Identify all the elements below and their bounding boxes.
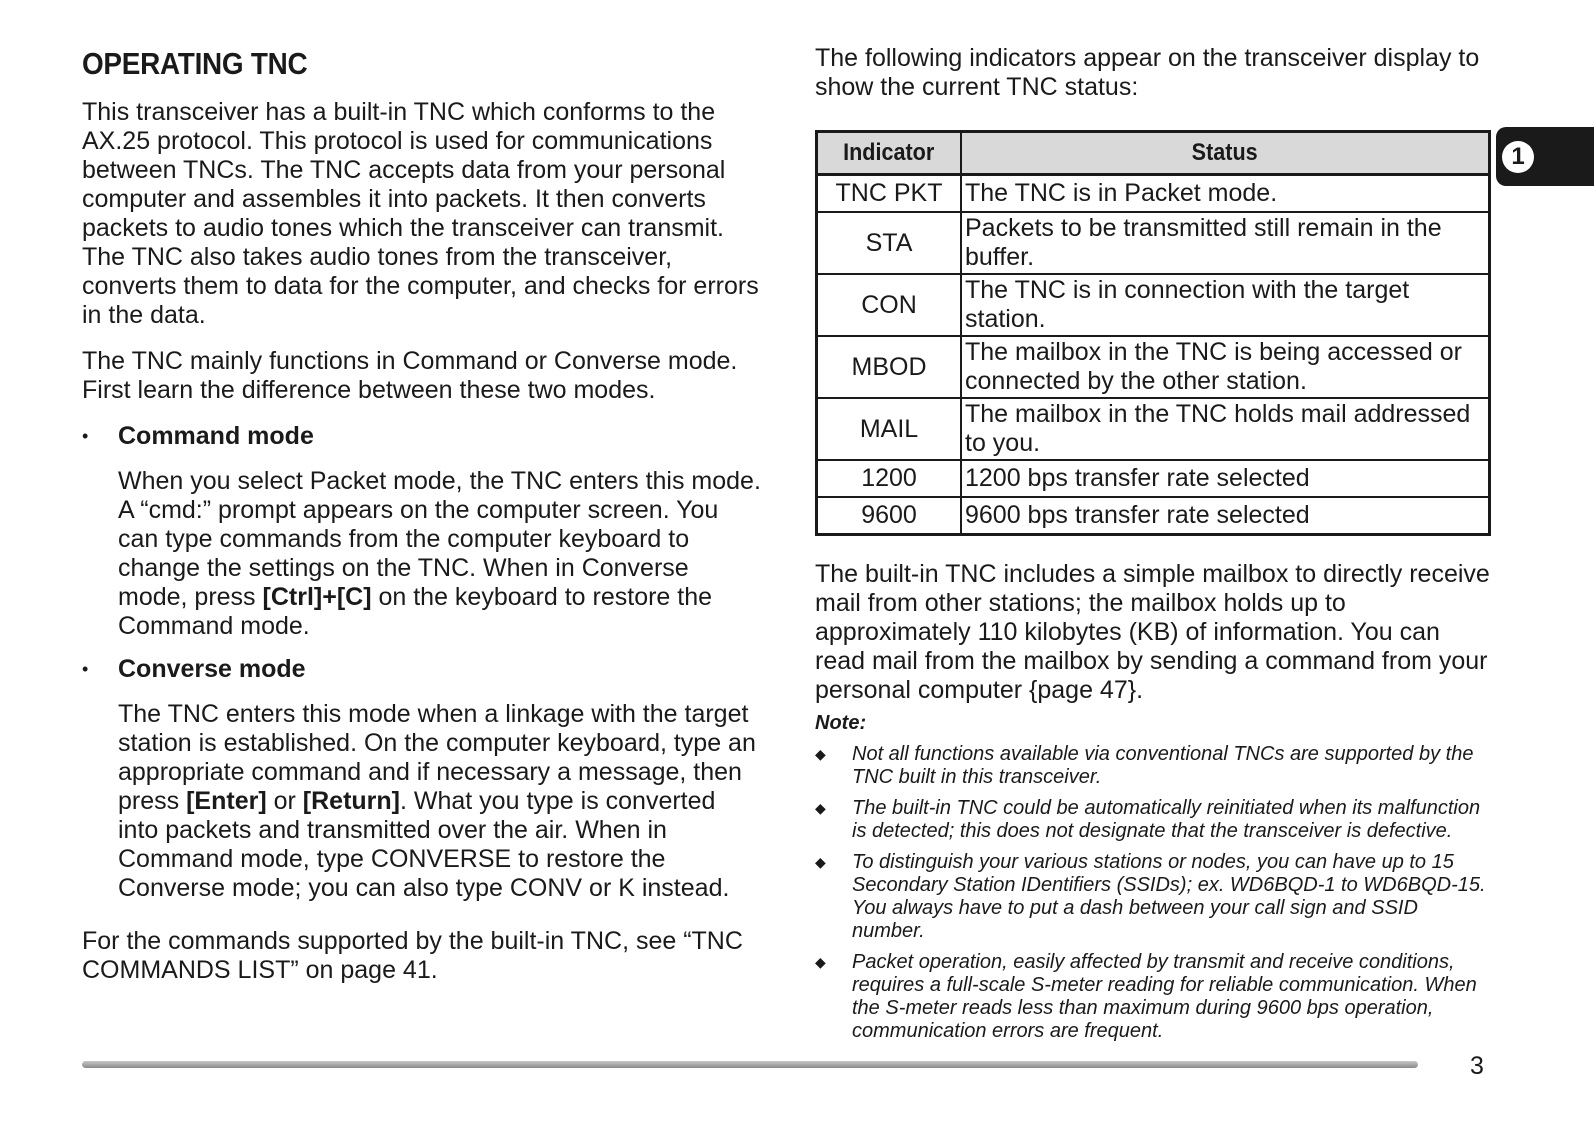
note-item: ◆ Not all functions available via conventional TNCs are supported by the TNC built in this transceiver. [815, 743, 1474, 788]
note-item: ◆ Packet operation, easily affected by transmit and receive conditions, requires a full-scale S-meter reading for reliable communication. When the S-meter reads less than maximum during 9600 bps operation, communication errors are frequent. [815, 951, 1477, 1042]
status-cell: The mailbox in the TNC is being accessed or connected by the other station. [961, 336, 1490, 398]
header-status: Status [961, 132, 1490, 175]
intro-paragraph: This transceiver has a built-in TNC which conforms to the AX.25 protocol. This protocol is used for communications between TNCs. The TNC accepts data from your personal computer and assembles it into packets. It then converts packets to audio tones which the transceiver can transmit. The TNC also takes audio tones from the transceiver, converts them to data for the computer, and checks for errors in the data. [82, 98, 759, 329]
table-row [817, 175, 1490, 213]
indicator-cell: STA [817, 212, 962, 274]
chapter-tab [1496, 127, 1594, 186]
note-item: ◆ To distinguish your various stations or nodes, you can have up to 15 Secondary Station IDentifiers (SSIDs); ex. WD6BQD-1 to WD6BQD-15. You always have to put a dash between your call sign and SSID number. [815, 851, 1486, 942]
table-row [817, 336, 1490, 398]
indicator-cell: CON [817, 274, 962, 336]
status-cell: 9600 bps transfer rate selected [961, 497, 1490, 535]
ctrl-c-key: [Ctrl]+[C] [262, 583, 372, 611]
indicator-cell: 9600 [817, 497, 962, 535]
indicator-cell: MBOD [817, 336, 962, 398]
table-row [817, 398, 1490, 460]
status-cell: The mailbox in the TNC holds mail addressed to you. [961, 398, 1490, 460]
modes-intro-paragraph: The TNC mainly functions in Command or Converse mode. First learn the difference between these two modes. [82, 347, 738, 404]
return-key: [Return] [302, 787, 400, 815]
table-header-row [817, 132, 1490, 175]
page-number: 3 [1470, 1052, 1484, 1080]
diamond-bullet-icon: ◆ [815, 954, 826, 970]
table-row [817, 497, 1490, 535]
mailbox-paragraph: The built-in TNC includes a simple mailbox to directly receive mail from other stations; the mailbox holds up to approximately 110 kilobytes (KB) of information. You can read mail from the mailbox by sending a command from your personal computer {page 47}. [815, 560, 1490, 704]
table-row [817, 274, 1490, 336]
table-row [817, 460, 1490, 497]
left-column [82, 46, 762, 1002]
status-cell: The TNC is in Packet mode. [961, 175, 1490, 213]
header-indicator: Indicator [817, 132, 962, 175]
bullet-icon: • [82, 659, 89, 679]
enter-key: [Enter] [186, 787, 267, 815]
status-cell: The TNC is in connection with the target station. [961, 274, 1490, 336]
table-row [817, 212, 1490, 274]
commands-reference-paragraph: For the commands supported by the built-in TNC, see “TNC COMMANDS LIST” on page 41. [82, 927, 743, 984]
diamond-bullet-icon: ◆ [815, 746, 826, 762]
diamond-bullet-icon: ◆ [815, 800, 826, 816]
indicator-cell: 1200 [817, 460, 962, 497]
indicator-cell: MAIL [817, 398, 962, 460]
footer-rule [82, 1061, 1418, 1068]
chapter-number-badge: 1 [1502, 141, 1534, 173]
converse-mode-text: The TNC enters this mode when a linkage with the target station is established. On the computer keyboard, type an appropriate command and if necessary a message, then press [Enter] or [Return]. What you type is converted into packets and transmitted over the air. When in Command mode, type CONVERSE to restore the Converse mode; you can also type CONV or K instead. [118, 700, 756, 902]
converse-mode-item [82, 655, 762, 903]
status-cell: Packets to be transmitted still remain in the buffer. [961, 212, 1490, 274]
command-mode-title: Command mode [118, 422, 314, 450]
command-mode-text: When you select Packet mode, the TNC enters this mode. A “cmd:” prompt appears on the computer screen. You can type commands from the computer keyboard to change the settings on the TNC. When in Converse mode, press [Ctrl]+[C] on the keyboard to restore the Command mode. [118, 467, 761, 640]
note-item: ◆ The built-in TNC could be automatically reinitiated when its malfunction is detected; this does not designate that the transceiver is defective. [815, 797, 1481, 842]
diamond-bullet-icon: ◆ [815, 854, 826, 870]
indicators-intro: The following indicators appear on the transceiver display to show the current TNC status: [815, 44, 1480, 101]
section-title: OPERATING TNC [82, 46, 308, 81]
status-cell: 1200 bps transfer rate selected [961, 460, 1490, 497]
indicator-cell: TNC PKT [817, 175, 962, 213]
indicator-table [815, 130, 1491, 536]
command-mode-item [82, 422, 762, 641]
note-label: Note: [815, 712, 867, 734]
converse-mode-title: Converse mode [118, 655, 306, 683]
right-column [815, 44, 1495, 1051]
bullet-icon: • [82, 426, 89, 446]
